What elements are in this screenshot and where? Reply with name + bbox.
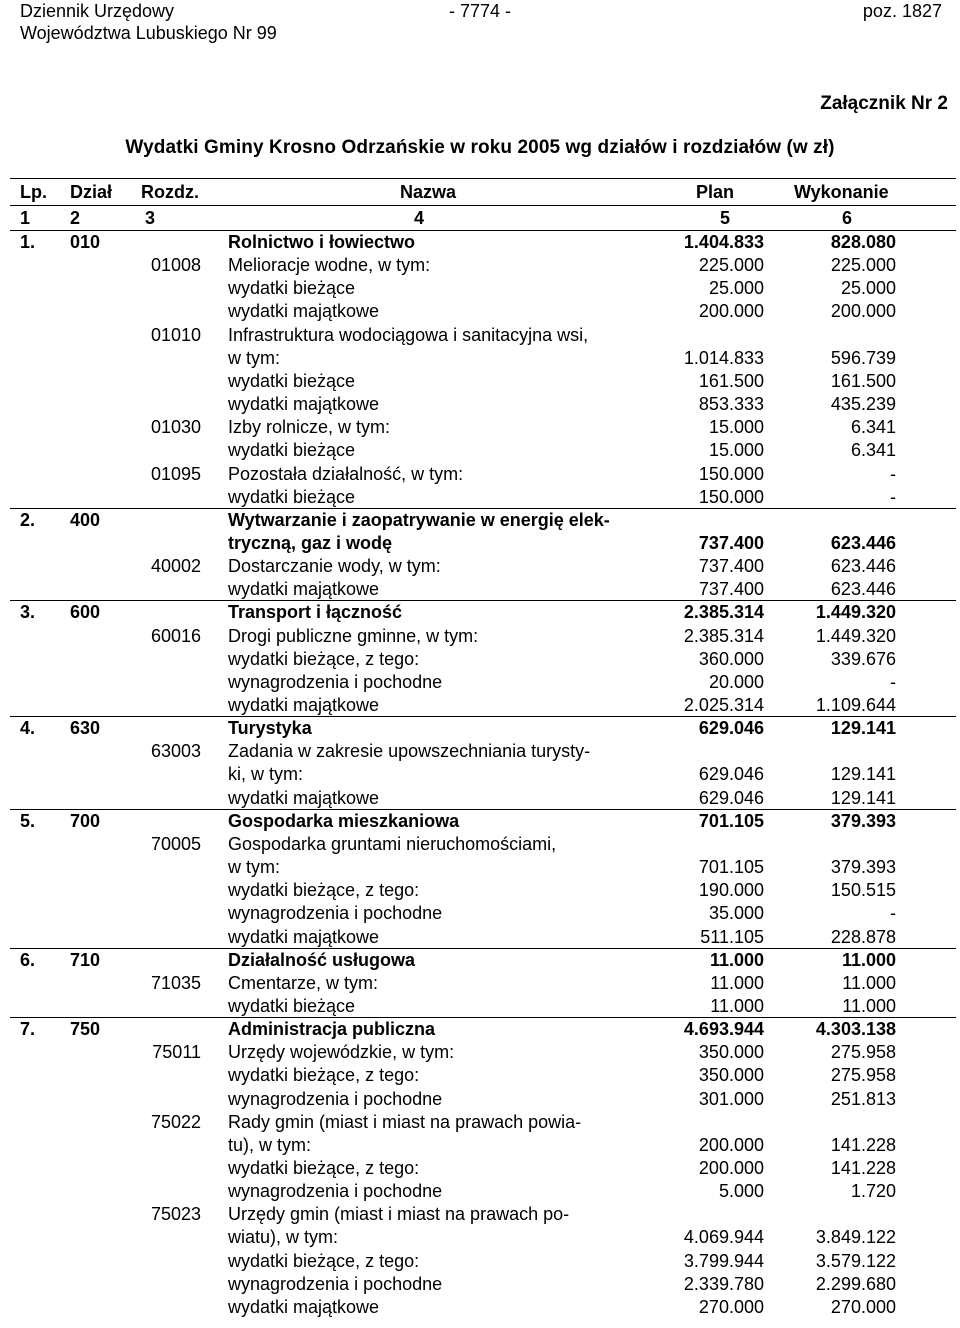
row-dzial: 700 [70,810,101,831]
colnum-dzial: 2 [70,208,81,228]
annex-label: Załącznik Nr 2 [820,93,948,114]
table-row [10,254,956,277]
row-nazwa: Rady gmin (miast i miast na prawach powia- [228,1111,582,1132]
row-plan: 11.000 [709,949,764,970]
table-row [10,1226,956,1249]
row-nazwa: Izby rolnicze, w tym: [228,417,391,438]
header-wykonanie: Wykonanie [794,182,889,202]
table-row [10,1134,956,1157]
colnum-lp: 1 [20,208,31,228]
row-plan: 190.000 [698,880,764,901]
row-plan: 15.000 [708,417,764,438]
table-row [10,949,956,972]
table-row [10,1088,956,1111]
row-lp: 6. [20,949,36,970]
row-wykonanie: 6.341 [850,440,896,461]
table-row [10,856,956,879]
row-nazwa: Drogi publiczne gminne, w tym: [228,625,479,646]
row-wykonanie: 6.341 [850,417,896,438]
row-plan: 4.693.944 [683,1019,764,1040]
row-nazwa: tryczną, gaz i wodę [228,532,393,553]
header-dzial: Dział [70,182,113,202]
row-wykonanie: 1.109.644 [815,695,896,715]
row-rozdz: 75011 [152,1042,201,1063]
row-rozdz: 01008 [150,255,201,276]
table-header-row [10,181,956,204]
row-wykonanie: 623.446 [830,532,896,553]
row-nazwa: wydatki majątkowe [228,1296,380,1317]
header-rozdz: Rozdz. [141,182,199,202]
journal-header [20,0,277,44]
row-nazwa: wydatki bieżące, z tego: [228,880,420,901]
section-rule [10,948,956,949]
section-rule [10,230,956,231]
colnum-plan: 5 [720,208,731,228]
row-plan: 301.000 [698,1088,764,1109]
section-rule [10,600,956,601]
row-plan: 3.799.944 [683,1250,764,1271]
row-nazwa: wydatki bieżące [228,370,356,391]
table-row [10,694,956,717]
row-nazwa: w tym: [228,347,280,368]
row-wykonanie: 435.239 [830,394,896,415]
table-row [10,1111,956,1134]
row-plan: 35.000 [708,903,764,924]
table-row [10,787,956,810]
table-row [10,810,956,833]
row-plan: 5.000 [718,1181,764,1202]
table-row [10,717,956,740]
journal-title: Dziennik Urzędowy [20,1,175,21]
page-number: - 7774 - [449,1,512,21]
row-nazwa: Infrastruktura wodociągowa i sanitacyjna wsi, [228,324,589,345]
row-wykonanie: 11.000 [841,949,896,970]
row-nazwa: Cmentarze, w tym: [228,972,379,993]
row-rozdz: 71035 [150,972,201,993]
row-nazwa: w tym: [228,857,280,878]
row-nazwa: wydatki bieżące [228,995,356,1016]
row-wykonanie: 339.676 [830,648,896,669]
row-plan: 737.400 [698,532,764,553]
row-nazwa: wydatki majątkowe [228,787,380,808]
table-row [10,486,956,509]
row-wykonanie: - [890,903,896,924]
journal-subtitle: Województwa Lubuskiego Nr 99 [20,23,277,43]
row-wykonanie: 25.000 [840,278,896,299]
table-row [10,324,956,347]
row-wykonanie: 225.000 [830,255,896,276]
table-row [10,300,956,323]
row-plan: 225.000 [698,255,764,276]
row-plan: 161.500 [698,370,764,391]
row-nazwa: wynagrodzenia i pochodne [228,1181,443,1202]
colnum-rozdz: 3 [145,208,156,228]
row-nazwa: wydatki majątkowe [228,394,380,415]
row-dzial: 710 [70,949,101,970]
row-nazwa: Gospodarka mieszkaniowa [228,810,460,831]
row-plan: 15.000 [708,440,764,461]
table-row [10,347,956,370]
table-row [10,601,956,624]
row-nazwa: wiatu), w tym: [228,1227,339,1248]
row-wykonanie: 828.080 [830,232,896,252]
row-plan: 853.333 [698,394,764,415]
section-rule [10,508,956,509]
row-wykonanie: 150.515 [830,880,896,901]
row-wykonanie: 11.000 [842,995,896,1016]
table-row [10,1157,956,1180]
table-row [10,1018,956,1041]
table-top-rule [10,178,956,179]
row-rozdz: 70005 [150,833,201,854]
row-plan: 150.000 [698,463,764,484]
row-plan: 629.046 [698,764,764,785]
row-rozdz: 75023 [150,1204,201,1225]
row-wykonanie: 251.813 [830,1088,896,1109]
row-nazwa: wynagrodzenia i pochodne [228,903,443,924]
document-title: Wydatki Gminy Krosno Odrzańskie w roku 2005 wg działów i rozdziałów (w zł) [125,137,835,158]
position-number: poz. 1827 [862,1,942,21]
header-nazwa: Nazwa [400,182,457,202]
row-dzial: 400 [70,509,101,530]
row-rozdz: 63003 [150,741,201,762]
row-nazwa: ki, w tym: [228,764,303,785]
row-rozdz: 60016 [150,625,201,646]
row-nazwa: wynagrodzenia i pochodne [228,1088,443,1109]
table-row [10,509,956,532]
row-nazwa: wydatki bieżące [228,278,356,299]
table-row [10,555,956,578]
row-rozdz: 01030 [150,417,201,438]
row-nazwa: wydatki bieżące, z tego: [228,1158,420,1178]
row-lp: 5. [20,810,36,831]
row-plan: 200.000 [698,1134,764,1155]
table-row [10,972,956,995]
row-nazwa: Urzędy gmin (miast i miast na prawach po- [228,1204,570,1225]
row-wykonanie: 1.720 [850,1181,896,1202]
column-number-row [10,207,956,230]
row-wykonanie: 141.228 [830,1134,896,1155]
table-row [10,1273,956,1296]
row-dzial: 750 [70,1019,101,1040]
row-wykonanie: 379.393 [830,810,896,831]
row-dzial: 600 [70,602,101,623]
row-plan: 350.000 [698,1042,764,1063]
row-wykonanie: 2.299.680 [815,1273,896,1294]
table-row [10,763,956,786]
row-nazwa: wynagrodzenia i pochodne [228,1273,443,1294]
table-row [10,231,956,254]
row-plan: 150.000 [698,486,764,507]
table-row [10,532,956,555]
table-row [10,393,956,416]
row-wykonanie: - [890,671,896,692]
row-plan: 2.385.314 [683,602,764,623]
row-wykonanie: 596.739 [830,347,896,368]
header-plan: Plan [696,182,735,202]
row-wykonanie: 623.446 [830,579,896,600]
row-plan: 20.000 [708,671,764,692]
table-row [10,370,956,393]
row-wykonanie: 1.449.320 [815,602,896,623]
row-plan: 11.000 [710,972,764,993]
table-row [10,625,956,648]
table-row [10,995,956,1018]
row-nazwa: Zadania w zakresie upowszechniania turysty- [228,741,591,762]
row-lp: 2. [20,509,36,530]
table-row [10,1203,956,1226]
row-wykonanie: - [890,486,896,507]
row-wykonanie: 1.449.320 [815,625,896,646]
row-wykonanie: 275.958 [830,1065,896,1086]
row-nazwa: Wytwarzanie i zaopatrywanie w energię elek- [228,509,610,530]
row-plan: 11.000 [710,995,764,1016]
row-plan: 629.046 [698,787,764,808]
table-row [10,463,956,486]
row-plan: 737.400 [698,579,764,600]
table-row [10,648,956,671]
row-lp: 7. [20,1019,36,1040]
table-row [10,416,956,439]
row-nazwa: Pozostała działalność, w tym: [228,463,464,484]
row-plan: 701.105 [698,857,764,878]
row-wykonanie: - [890,463,896,484]
row-lp: 4. [20,718,36,739]
row-plan: 1.014.833 [683,347,764,368]
row-plan: 25.000 [708,278,764,299]
row-nazwa: Melioracje wodne, w tym: [228,255,431,276]
row-nazwa: Działalność usługowa [228,949,416,970]
row-plan: 200.000 [698,301,764,322]
row-nazwa: wydatki bieżące [228,440,356,461]
row-nazwa: Urzędy wojewódzkie, w tym: [228,1042,455,1063]
table-row [10,671,956,694]
section-rule [10,716,956,717]
table-row [10,277,956,300]
row-dzial: 010 [70,232,101,252]
row-wykonanie: 11.000 [842,972,896,993]
row-plan: 2.385.314 [683,625,764,646]
row-nazwa: Administracja publiczna [228,1019,436,1040]
row-nazwa: wydatki bieżące, z tego: [228,1250,420,1271]
row-plan: 360.000 [698,648,764,669]
row-nazwa: wydatki majątkowe [228,695,380,715]
row-nazwa: Transport i łączność [228,602,403,623]
row-plan: 737.400 [698,556,764,577]
row-nazwa: Rolnictwo i łowiectwo [228,232,416,252]
row-plan: 2.339.780 [683,1273,764,1294]
row-nazwa: tu), w tym: [228,1134,312,1155]
row-nazwa: Gospodarka gruntami nieruchomościami, [228,833,557,854]
row-wykonanie: 270.000 [830,1296,896,1317]
row-wykonanie: 161.500 [830,370,896,391]
section-rule [10,809,956,810]
row-rozdz: 01010 [150,324,201,345]
row-wykonanie: 129.141 [830,787,896,808]
row-wykonanie: 129.141 [830,718,896,739]
table-row [10,879,956,902]
row-rozdz: 75022 [150,1111,201,1132]
row-plan: 4.069.944 [683,1227,764,1248]
row-lp: 3. [20,602,36,623]
table-row [10,1250,956,1273]
row-wykonanie: 228.878 [830,926,896,947]
section-rule [10,1017,956,1018]
table-row [10,833,956,856]
header-rule [10,205,956,206]
row-wykonanie: 141.228 [830,1158,896,1178]
row-wykonanie: 200.000 [830,301,896,322]
row-plan: 2.025.314 [683,695,764,715]
row-rozdz: 01095 [150,463,201,484]
table-row [10,740,956,763]
row-nazwa: wydatki bieżące [228,486,356,507]
row-nazwa: wydatki majątkowe [228,301,380,322]
row-plan: 200.000 [698,1158,764,1178]
row-plan: 270.000 [698,1296,764,1317]
row-plan: 629.046 [698,718,764,739]
colnum-wykonanie: 6 [842,208,853,228]
row-nazwa: wydatki majątkowe [228,579,380,600]
row-wykonanie: 4.303.138 [815,1019,896,1040]
table-row [10,902,956,925]
row-nazwa: Turystyka [228,718,312,739]
colnum-nazwa: 4 [414,208,425,228]
table-row [10,1064,956,1087]
row-plan: 1.404.833 [683,232,764,252]
row-nazwa: Dostarczanie wody, w tym: [228,556,441,577]
row-wykonanie: 379.393 [830,857,896,878]
row-wykonanie: 3.849.122 [815,1227,896,1248]
row-wykonanie: 129.141 [830,764,896,785]
table-row [10,439,956,462]
table-row [10,1041,956,1064]
row-rozdz: 40002 [150,556,201,577]
row-plan: 701.105 [698,810,764,831]
row-nazwa: wydatki bieżące, z tego: [228,1065,420,1086]
table-row [10,1180,956,1203]
row-lp: 1. [20,232,36,252]
row-nazwa: wydatki bieżące, z tego: [228,648,420,669]
header-lp: Lp. [20,182,47,202]
row-wykonanie: 3.579.122 [815,1250,896,1271]
row-nazwa: wynagrodzenia i pochodne [228,671,443,692]
row-dzial: 630 [70,718,101,739]
row-wykonanie: 275.958 [830,1042,896,1063]
table-row [10,1296,956,1319]
table-row [10,578,956,601]
row-nazwa: wydatki majątkowe [228,926,380,947]
row-plan: 350.000 [698,1065,764,1086]
row-wykonanie: 623.446 [830,556,896,577]
row-plan: 511.105 [700,926,764,947]
table-row [10,926,956,949]
